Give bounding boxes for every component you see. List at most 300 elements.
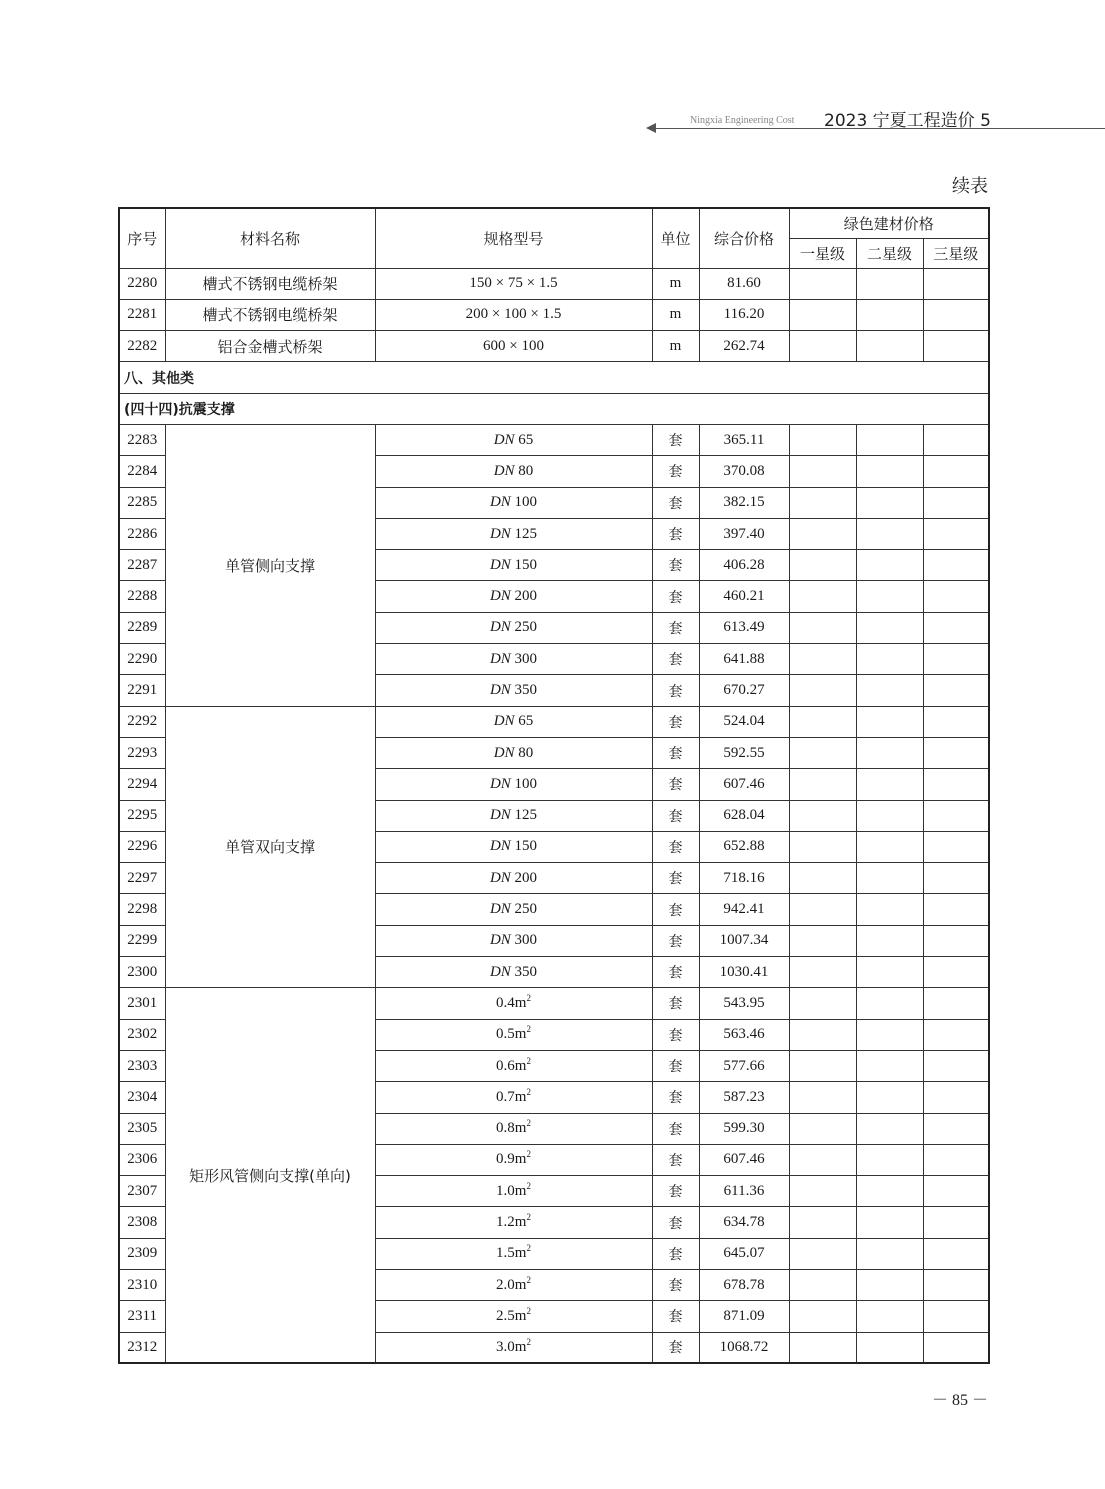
green-star-3-cell [923,644,989,675]
row-spec [375,1176,652,1207]
green-star-3-cell [923,268,989,299]
row-unit: m [652,299,699,330]
row-price: 641.88 [699,644,789,675]
row-price: 1030.41 [699,957,789,988]
row-code: 2303 [119,1050,165,1081]
row-spec [375,424,652,455]
row-spec [375,1238,652,1269]
spec-size: 0.6m [496,1057,527,1074]
section-row [119,362,989,393]
green-star-2-cell [856,831,923,862]
green-star-1-cell [789,1301,856,1332]
row-unit: 套 [652,988,699,1019]
green-star-3-cell [923,1301,989,1332]
row-price: 577.66 [699,1050,789,1081]
row-spec [375,1113,652,1144]
row-price: 599.30 [699,1113,789,1144]
green-star-2-cell [856,988,923,1019]
arrow-left-icon [646,123,656,133]
row-unit: m [652,268,699,299]
row-spec [375,1050,652,1081]
row-spec [375,1082,652,1113]
green-star-2-cell [856,769,923,800]
row-unit: 套 [652,1082,699,1113]
spec-superscript: 2 [526,1055,531,1066]
spec-size: 80 [518,462,534,479]
green-star-1-cell [789,1144,856,1175]
row-code: 2305 [119,1113,165,1144]
green-star-3-cell [923,518,989,549]
spec-superscript: 2 [526,1180,531,1191]
spec-size: 100 [514,494,538,511]
green-star-1-cell [789,1050,856,1081]
spec-superscript: 2 [526,1305,531,1316]
row-unit: 套 [652,831,699,862]
subsection-row [119,393,989,424]
row-unit: 套 [652,456,699,487]
green-star-2-cell [856,1176,923,1207]
row-code: 2302 [119,1019,165,1050]
row-code: 2280 [119,268,165,299]
spec-dn-prefix: DN [489,901,511,918]
green-star-2-cell [856,894,923,925]
green-star-1-cell [789,1113,856,1144]
row-code: 2294 [119,769,165,800]
green-star-1-cell [789,863,856,894]
spec-superscript: 2 [526,1118,531,1129]
row-price: 587.23 [699,1082,789,1113]
row-unit: 套 [652,1176,699,1207]
row-name: 槽式不锈钢电缆桥架 [165,299,375,330]
spec-dn-prefix: DN [489,869,511,886]
row-spec [375,518,652,549]
row-unit: 套 [652,675,699,706]
green-star-1-cell [789,737,856,768]
row-spec [375,957,652,988]
green-star-3-cell [923,1144,989,1175]
green-star-1-cell [789,1082,856,1113]
green-star-2-cell [856,1019,923,1050]
row-price: 116.20 [699,299,789,330]
green-star-2-cell [856,957,923,988]
green-star-3-cell [923,957,989,988]
green-star-1-cell [789,675,856,706]
row-code: 2295 [119,800,165,831]
price-table [118,207,990,1364]
green-star-3-cell [923,706,989,737]
spec-dn-prefix: DN [489,619,511,636]
row-price: 543.95 [699,988,789,1019]
row-unit: 套 [652,581,699,612]
row-unit: 套 [652,644,699,675]
green-star-3-cell [923,1332,989,1363]
green-star-3-cell [923,612,989,643]
spec-dn-prefix: DN [493,431,515,448]
spec-dn-prefix: DN [489,525,511,542]
green-star-2-cell [856,1050,923,1081]
spec-superscript: 2 [526,1212,531,1223]
row-unit: 套 [652,1270,699,1301]
green-star-1-cell [789,925,856,956]
green-star-1-cell [789,1270,856,1301]
row-unit: 套 [652,1019,699,1050]
row-unit: 套 [652,925,699,956]
row-spec: 150 × 75 × 1.5 [375,268,652,299]
spec-size: 150 [514,556,538,573]
row-unit: 套 [652,957,699,988]
green-star-3-cell [923,863,989,894]
row-code: 2282 [119,331,165,362]
row-spec [375,487,652,518]
spec-dn-prefix: DN [489,682,511,698]
spec-superscript: 2 [526,1243,531,1254]
spec-size: 0.9m [496,1151,527,1168]
spec-dn-prefix: DN [489,556,511,573]
spec-superscript: 2 [526,992,531,1003]
green-star-1-cell [789,1207,856,1238]
table-row [119,424,989,455]
green-star-1-cell [789,487,856,518]
row-price: 613.49 [699,612,789,643]
row-spec [375,612,652,643]
row-unit: 套 [652,487,699,518]
spec-dn-prefix: DN [489,775,511,792]
header-green-price: 绿色建材价格 [789,208,989,238]
green-star-3-cell [923,1176,989,1207]
row-spec [375,925,652,956]
row-code: 2312 [119,1332,165,1363]
green-star-2-cell [856,800,923,831]
row-code: 2301 [119,988,165,1019]
spec-superscript: 2 [526,1336,531,1347]
green-star-3-cell [923,1207,989,1238]
green-star-3-cell [923,988,989,1019]
table-row [119,331,989,362]
green-star-3-cell [923,331,989,362]
spec-dn-prefix: DN [489,494,511,511]
row-unit: 套 [652,1332,699,1363]
row-unit: 套 [652,424,699,455]
spec-size: 1.2m [496,1214,527,1231]
green-star-3-cell [923,925,989,956]
header-spec: 规格型号 [375,208,652,268]
row-unit: 套 [652,550,699,581]
header-star-1: 一星级 [789,238,856,268]
row-code: 2308 [119,1207,165,1238]
row-code: 2293 [119,737,165,768]
green-star-2-cell [856,612,923,643]
green-star-3-cell [923,769,989,800]
row-spec: 600 × 100 [375,331,652,362]
green-star-2-cell [856,424,923,455]
spec-size: 2.0m [496,1276,527,1293]
green-star-3-cell [923,894,989,925]
row-unit: 套 [652,894,699,925]
row-unit: 套 [652,706,699,737]
green-star-1-cell [789,957,856,988]
row-price: 365.11 [699,424,789,455]
spec-size: 150 [514,838,538,855]
spec-size: 0.8m [496,1120,527,1137]
header-price: 综合价格 [699,208,789,268]
row-code: 2297 [119,863,165,894]
row-code: 2300 [119,957,165,988]
spec-size: 300 [514,650,538,667]
spec-size: 250 [514,619,538,636]
spec-size: 350 [514,963,538,980]
green-star-2-cell [856,1207,923,1238]
row-unit: 套 [652,1238,699,1269]
spec-size: 350 [514,682,538,698]
row-price: 871.09 [699,1301,789,1332]
row-code: 2283 [119,424,165,455]
green-star-2-cell [856,268,923,299]
spec-size: 65 [518,713,534,730]
header-star-2: 二星级 [856,238,923,268]
header-star-3: 三星级 [923,238,989,268]
green-star-2-cell [856,456,923,487]
green-star-1-cell [789,299,856,330]
row-unit: 套 [652,1207,699,1238]
row-name: 槽式不锈钢电缆桥架 [165,268,375,299]
row-price: 678.78 [699,1270,789,1301]
green-star-1-cell [789,894,856,925]
row-price: 718.16 [699,863,789,894]
row-price: 81.60 [699,268,789,299]
table-row [119,299,989,330]
green-star-3-cell [923,675,989,706]
green-star-2-cell [856,863,923,894]
green-star-1-cell [789,800,856,831]
green-star-3-cell [923,737,989,768]
row-unit: 套 [652,518,699,549]
green-star-1-cell [789,706,856,737]
green-star-1-cell [789,331,856,362]
row-code: 2304 [119,1082,165,1113]
green-star-2-cell [856,1332,923,1363]
row-code: 2288 [119,581,165,612]
spec-size: 125 [514,525,538,542]
header-seq: 序号 [119,208,165,268]
row-price: 406.28 [699,550,789,581]
row-unit: 套 [652,737,699,768]
continued-label: 续表 [952,176,988,197]
row-code: 2285 [119,487,165,518]
row-spec [375,831,652,862]
green-star-2-cell [856,706,923,737]
row-price: 1068.72 [699,1332,789,1363]
row-code: 2287 [119,550,165,581]
green-star-1-cell [789,456,856,487]
green-star-3-cell [923,800,989,831]
row-spec [375,644,652,675]
header-name: 材料名称 [165,208,375,268]
green-star-2-cell [856,487,923,518]
row-spec [375,894,652,925]
row-code: 2306 [119,1144,165,1175]
row-spec [375,1019,652,1050]
row-price: 611.36 [699,1176,789,1207]
green-star-2-cell [856,550,923,581]
row-unit: 套 [652,1050,699,1081]
row-spec [375,988,652,1019]
green-star-3-cell [923,1082,989,1113]
row-price: 645.07 [699,1238,789,1269]
row-code: 2309 [119,1238,165,1269]
group-name: 矩形风管侧向支撑(单向) [165,988,375,1364]
green-star-2-cell [856,1301,923,1332]
spec-dn-prefix: DN [493,713,515,730]
row-code: 2292 [119,706,165,737]
spec-size: 0.4m [496,994,527,1011]
spec-size: 0.5m [496,1026,527,1043]
green-star-2-cell [856,299,923,330]
green-star-2-cell [856,1082,923,1113]
spec-size: 125 [514,807,538,824]
green-star-2-cell [856,1144,923,1175]
spec-size: 300 [514,932,538,949]
spec-size: 1.0m [496,1182,527,1199]
green-star-1-cell [789,1176,856,1207]
table-row [119,268,989,299]
green-star-2-cell [856,1113,923,1144]
green-star-1-cell [789,1238,856,1269]
spec-size: 200 [514,869,538,886]
row-price: 563.46 [699,1019,789,1050]
spec-dn-prefix: DN [489,963,511,980]
subsection-title: (四十四)抗震支撑 [119,393,989,424]
green-star-1-cell [789,988,856,1019]
spec-size: 65 [518,431,534,448]
spec-size: 250 [514,901,538,918]
table-body [119,268,989,1363]
row-price: 628.04 [699,800,789,831]
spec-superscript: 2 [526,1149,531,1160]
spec-size: 200 [514,588,538,605]
row-code: 2286 [119,518,165,549]
spec-size: 0.7m [496,1088,527,1105]
row-spec [375,1144,652,1175]
row-unit: m [652,331,699,362]
group-name: 单管双向支撑 [165,706,375,988]
header-chinese-title: 2023 宁夏工程造价 5 [824,111,991,131]
row-spec [375,1301,652,1332]
row-code: 2291 [119,675,165,706]
row-unit: 套 [652,769,699,800]
green-star-1-cell [789,769,856,800]
green-star-1-cell [789,1332,856,1363]
green-star-2-cell [856,675,923,706]
row-spec [375,550,652,581]
row-price: 1007.34 [699,925,789,956]
row-code: 2281 [119,299,165,330]
green-star-1-cell [789,424,856,455]
row-code: 2311 [119,1301,165,1332]
row-unit: 套 [652,863,699,894]
row-name: 铝合金槽式桥架 [165,331,375,362]
row-code: 2298 [119,894,165,925]
spec-dn-prefix: DN [489,932,511,949]
row-price: 262.74 [699,331,789,362]
row-price: 460.21 [699,581,789,612]
row-price: 592.55 [699,737,789,768]
spec-size: 80 [518,744,534,761]
row-price: 607.46 [699,769,789,800]
green-star-2-cell [856,1238,923,1269]
spec-superscript: 2 [526,1024,531,1035]
green-star-3-cell [923,581,989,612]
spec-size: 2.5m [496,1307,527,1324]
spec-dn-prefix: DN [489,588,511,605]
row-spec [375,581,652,612]
table-header [119,208,989,268]
spec-size: 100 [514,775,538,792]
spec-superscript: 2 [526,1274,531,1285]
row-spec [375,737,652,768]
green-star-2-cell [856,644,923,675]
row-unit: 套 [652,1301,699,1332]
green-star-3-cell [923,299,989,330]
row-price: 652.88 [699,831,789,862]
row-price: 634.78 [699,1207,789,1238]
row-code: 2296 [119,831,165,862]
header-english-title: Ningxia Engineering Cost [690,115,795,126]
row-unit: 套 [652,612,699,643]
row-code: 2310 [119,1270,165,1301]
row-code: 2284 [119,456,165,487]
row-spec [375,1332,652,1363]
green-star-3-cell [923,487,989,518]
row-spec [375,675,652,706]
table-row [119,988,989,1019]
green-star-2-cell [856,331,923,362]
green-star-1-cell [789,612,856,643]
spec-dn-prefix: DN [489,650,511,667]
green-star-2-cell [856,581,923,612]
row-code: 2307 [119,1176,165,1207]
green-star-3-cell [923,1019,989,1050]
green-star-3-cell [923,1238,989,1269]
green-star-3-cell [923,1113,989,1144]
row-spec [375,863,652,894]
section-title: 八、其他类 [119,362,989,393]
page-number: － 85 － [931,1392,988,1409]
green-star-3-cell [923,831,989,862]
row-code: 2299 [119,925,165,956]
spec-dn-prefix: DN [493,462,515,479]
row-code: 2290 [119,644,165,675]
spec-size: 3.0m [496,1338,527,1355]
green-star-2-cell [856,737,923,768]
spec-dn-prefix: DN [489,807,511,824]
green-star-2-cell [856,518,923,549]
green-star-1-cell [789,581,856,612]
green-star-2-cell [856,925,923,956]
row-price: 670.27 [699,675,789,706]
green-star-1-cell [789,831,856,862]
green-star-3-cell [923,456,989,487]
green-star-3-cell [923,424,989,455]
header-unit: 单位 [652,208,699,268]
row-spec [375,769,652,800]
row-spec [375,1207,652,1238]
row-spec [375,456,652,487]
group-name: 单管侧向支撑 [165,424,375,706]
row-unit: 套 [652,1144,699,1175]
row-code: 2289 [119,612,165,643]
green-star-1-cell [789,644,856,675]
row-unit: 套 [652,1113,699,1144]
